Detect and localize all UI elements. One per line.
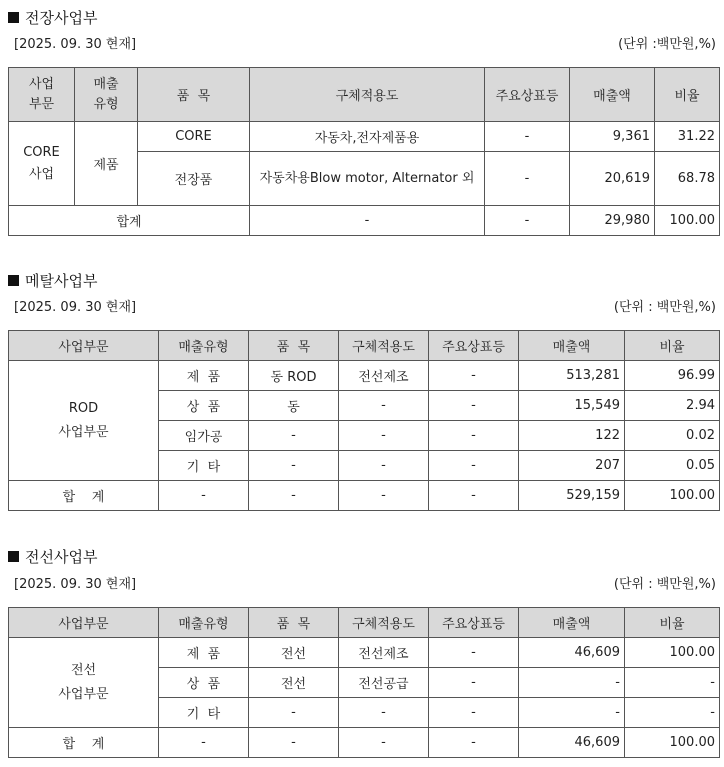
- header-segment: 사업 부문: [9, 68, 75, 122]
- cell-use: -: [339, 451, 429, 481]
- cell-type: 제품: [75, 122, 138, 206]
- header-item: 품 목: [138, 68, 250, 122]
- cell-type: 임가공: [159, 421, 249, 451]
- table-total-row: [9, 481, 720, 511]
- section-title-electric: [8, 7, 97, 27]
- cell-segment: ROD 사업부문: [9, 361, 159, 481]
- table-header-row: [9, 331, 720, 361]
- cell-ratio: 68.78: [655, 152, 720, 206]
- cell-item: 동: [249, 391, 339, 421]
- cell-brand: -: [429, 698, 519, 728]
- cell-type: 기 타: [159, 451, 249, 481]
- cell-ratio: 100.00: [625, 638, 720, 668]
- table-total-row: [9, 206, 720, 236]
- unit-note: (단위 : 백만원,%): [613, 300, 716, 315]
- header-use: 구체적용도: [250, 68, 485, 122]
- cell-ratio: 2.94: [625, 391, 720, 421]
- cell-sales: 46,609: [519, 638, 625, 668]
- header-sales: 매출액: [519, 331, 625, 361]
- cell-brand: -: [485, 152, 570, 206]
- cell-use: 자동차용Blow motor, Alternator 외: [250, 152, 485, 206]
- cell-type: 상 품: [159, 391, 249, 421]
- table-total-row: [9, 728, 720, 758]
- cell-use: -: [339, 481, 429, 511]
- cell-ratio: 100.00: [655, 206, 720, 236]
- table-row: [9, 122, 720, 152]
- cell-item: 동 ROD: [249, 361, 339, 391]
- cell-ratio: 96.99: [625, 361, 720, 391]
- cell-item: -: [249, 728, 339, 758]
- cell-total-label: 합계: [9, 206, 250, 236]
- unit-note: (단위 :백만원,%): [618, 37, 716, 52]
- cell-item: -: [249, 481, 339, 511]
- header-use: 구체적용도: [339, 331, 429, 361]
- cell-brand: -: [429, 728, 519, 758]
- cell-item: CORE: [138, 122, 250, 152]
- section-title-text: 메탈사업부: [25, 271, 98, 290]
- header-type: 매출유형: [159, 608, 249, 638]
- cell-brand: -: [429, 638, 519, 668]
- header-segment: 사업부문: [9, 331, 159, 361]
- table-row: [9, 361, 720, 391]
- cell-ratio: 0.05: [625, 451, 720, 481]
- cell-ratio: 31.22: [655, 122, 720, 152]
- cell-type: -: [159, 728, 249, 758]
- as-of-date: [2025. 09. 30 현재]: [14, 577, 137, 592]
- cell-sales: 15,549: [519, 391, 625, 421]
- cell-segment: 전선 사업부문: [9, 638, 159, 728]
- cell-total-label: 합 계: [9, 481, 159, 511]
- cell-ratio: 100.00: [625, 481, 720, 511]
- cell-ratio: 0.02: [625, 421, 720, 451]
- section-title-metal: [8, 270, 97, 290]
- cell-use: 전선공급: [339, 668, 429, 698]
- cell-total-label: 합 계: [9, 728, 159, 758]
- header-ratio: 비율: [625, 331, 720, 361]
- sales-table-cable: [8, 607, 720, 758]
- header-brand: 주요상표등: [429, 608, 519, 638]
- section-title-text: 전선사업부: [25, 547, 98, 566]
- cell-brand: -: [429, 668, 519, 698]
- cell-ratio: -: [625, 668, 720, 698]
- header-type: 매출유형: [159, 331, 249, 361]
- cell-sales: 122: [519, 421, 625, 451]
- table-row: [9, 638, 720, 668]
- cell-brand: -: [485, 122, 570, 152]
- cell-item: -: [249, 698, 339, 728]
- cell-segment: CORE 사업: [9, 122, 75, 206]
- as-of-date: [2025. 09. 30 현재]: [14, 37, 137, 52]
- header-ratio: 비율: [655, 68, 720, 122]
- cell-use: -: [339, 698, 429, 728]
- cell-item: 전선: [249, 668, 339, 698]
- cell-ratio: 100.00: [625, 728, 720, 758]
- section-title-cable: [8, 546, 97, 566]
- header-ratio: 비율: [625, 608, 720, 638]
- cell-sales: 513,281: [519, 361, 625, 391]
- cell-use: -: [339, 391, 429, 421]
- cell-use: -: [339, 421, 429, 451]
- cell-type: -: [159, 481, 249, 511]
- cell-item: 전선: [249, 638, 339, 668]
- cell-brand: -: [429, 451, 519, 481]
- cell-use: -: [250, 206, 485, 236]
- sales-table-metal: [8, 330, 720, 511]
- header-sales: 매출액: [570, 68, 655, 122]
- cell-brand: -: [429, 421, 519, 451]
- section-title-text: 전장사업부: [25, 8, 98, 27]
- cell-brand: -: [429, 481, 519, 511]
- cell-type: 상 품: [159, 668, 249, 698]
- header-use: 구체적용도: [339, 608, 429, 638]
- cell-sales: -: [519, 668, 625, 698]
- cell-sales: 29,980: [570, 206, 655, 236]
- cell-type: 기 타: [159, 698, 249, 728]
- cell-sales: 529,159: [519, 481, 625, 511]
- unit-note: (단위 : 백만원,%): [613, 577, 716, 592]
- square-bullet-icon: [8, 12, 19, 23]
- table-header-row: [9, 68, 720, 122]
- square-bullet-icon: [8, 551, 19, 562]
- cell-type: 제 품: [159, 361, 249, 391]
- table-header-row: [9, 608, 720, 638]
- cell-use: -: [339, 728, 429, 758]
- cell-use: 전선제조: [339, 638, 429, 668]
- header-segment: 사업부문: [9, 608, 159, 638]
- cell-use: 자동차,전자제품용: [250, 122, 485, 152]
- header-brand: 주요상표등: [485, 68, 570, 122]
- cell-brand: -: [429, 391, 519, 421]
- cell-sales: 9,361: [570, 122, 655, 152]
- cell-type: 제 품: [159, 638, 249, 668]
- cell-sales: -: [519, 698, 625, 728]
- cell-sales: 46,609: [519, 728, 625, 758]
- cell-item: -: [249, 421, 339, 451]
- cell-item: 전장품: [138, 152, 250, 206]
- header-sales: 매출액: [519, 608, 625, 638]
- header-item: 품 목: [249, 331, 339, 361]
- as-of-date: [2025. 09. 30 현재]: [14, 300, 137, 315]
- header-type: 매출 유형: [75, 68, 138, 122]
- cell-ratio: -: [625, 698, 720, 728]
- square-bullet-icon: [8, 275, 19, 286]
- cell-use: 전선제조: [339, 361, 429, 391]
- cell-sales: 207: [519, 451, 625, 481]
- sales-table-electric: [8, 67, 720, 236]
- cell-sales: 20,619: [570, 152, 655, 206]
- cell-brand: -: [429, 361, 519, 391]
- cell-brand: -: [485, 206, 570, 236]
- header-item: 품 목: [249, 608, 339, 638]
- cell-item: -: [249, 451, 339, 481]
- header-brand: 주요상표등: [429, 331, 519, 361]
